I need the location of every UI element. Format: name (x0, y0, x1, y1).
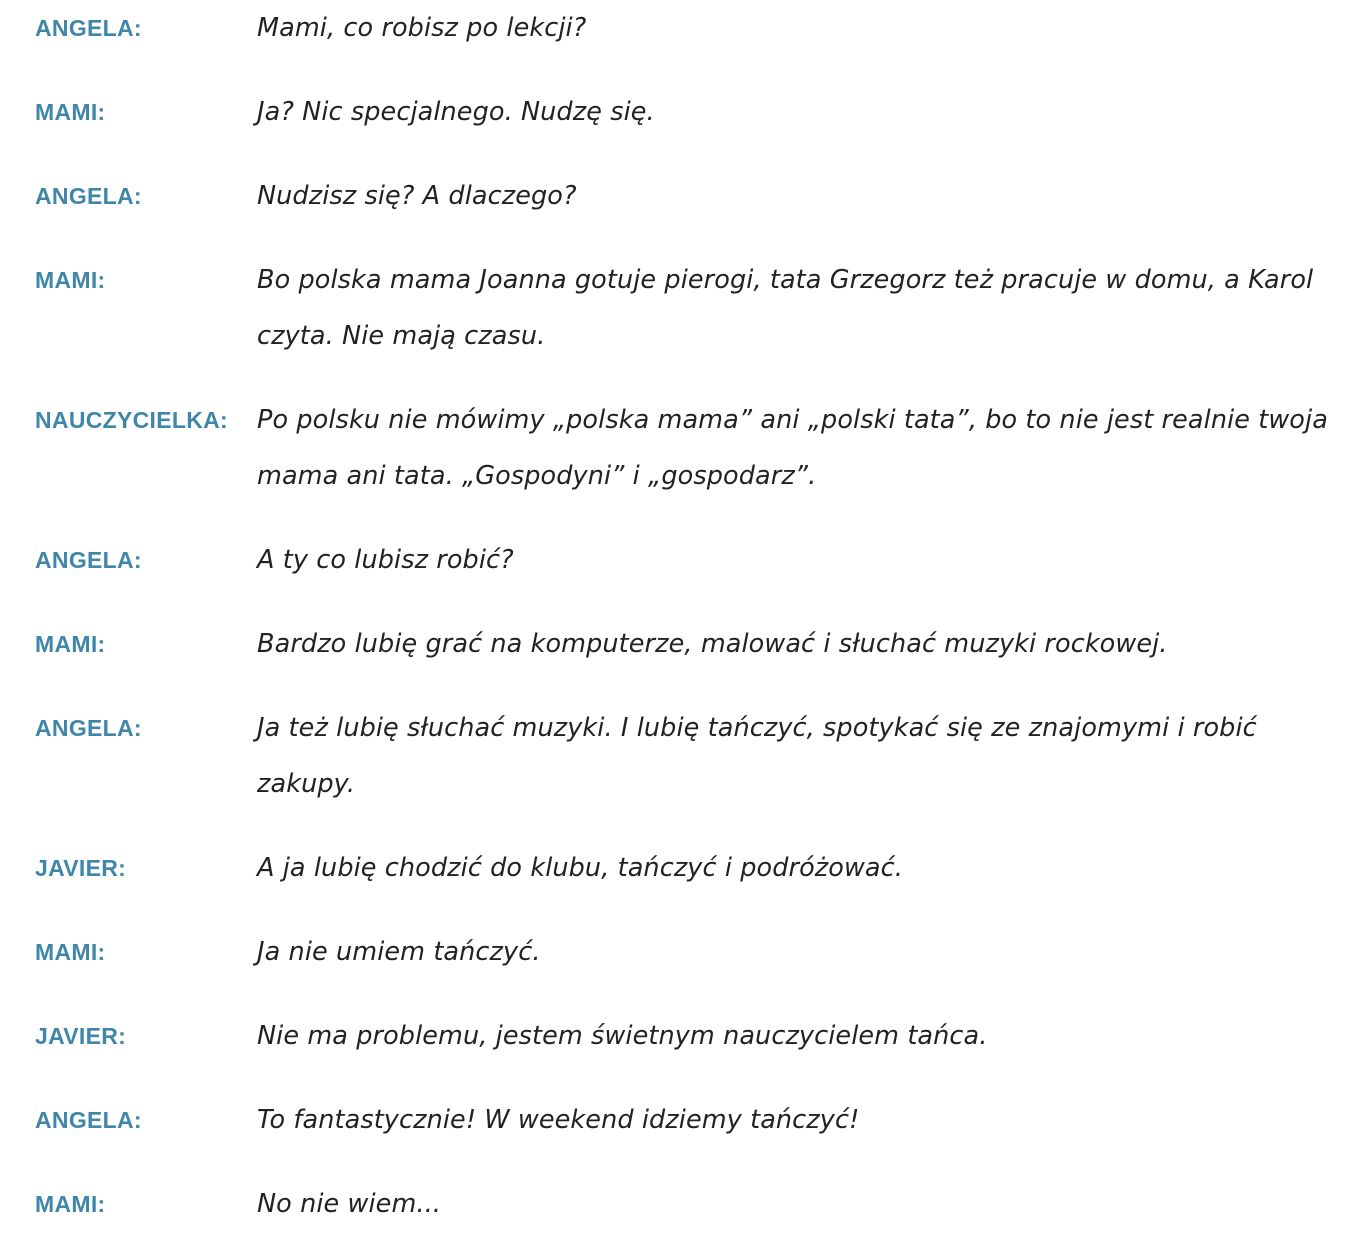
dialogue-text: Ja też lubię słuchać muzyki. I lubię tańczyć, spotykać się ze znajomymi i robić zakupy. (257, 713, 1257, 799)
dialogue-line (35, 1008, 1335, 1064)
speaker-name: MAMI: (35, 99, 106, 125)
dialogue-line (35, 532, 1335, 588)
dialogue-line (35, 84, 1335, 140)
speaker-name: JAVIER: (35, 855, 127, 881)
speaker-name: ANGELA: (35, 1107, 142, 1133)
dialogue-line (35, 0, 1335, 56)
dialogue-line (35, 1176, 1335, 1232)
dialogue-line (35, 616, 1335, 672)
dialogue-text: Po polsku nie mówimy „polska mama” ani „polski tata”, bo to nie jest realnie twoja mama ani tata. „Gospodyni” i „gospodarz”. (257, 405, 1328, 491)
dialogue-line (35, 252, 1335, 364)
speaker-name: ANGELA: (35, 183, 142, 209)
dialogue-text: Nudzisz się? A dlaczego? (257, 181, 577, 211)
speaker-name: ANGELA: (35, 15, 142, 41)
dialogue-line (35, 168, 1335, 224)
dialogue-text: A ja lubię chodzić do klubu, tańczyć i podróżować. (257, 853, 903, 883)
speaker-name: MAMI: (35, 939, 106, 965)
dialogue-line (35, 840, 1335, 896)
dialogue-line (35, 392, 1335, 504)
dialogue-line (35, 700, 1335, 812)
dialogue-text: To fantastycznie! W weekend idziemy tańczyć! (257, 1105, 860, 1135)
dialogue-text: No nie wiem... (257, 1189, 442, 1219)
dialogue-text: Ja? Nic specjalnego. Nudzę się. (257, 97, 655, 127)
speaker-name: JAVIER: (35, 1023, 127, 1049)
dialogue-text: A ty co lubisz robić? (257, 545, 514, 575)
dialogue-text: Bardzo lubię grać na komputerze, malować i słuchać muzyki rockowej. (257, 629, 1168, 659)
dialogue-text: Mami, co robisz po lekcji? (257, 13, 587, 43)
speaker-name: MAMI: (35, 631, 106, 657)
dialogue-text: Ja nie umiem tańczyć. (257, 937, 541, 967)
speaker-name: MAMI: (35, 1191, 106, 1217)
speaker-name: ANGELA: (35, 547, 142, 573)
dialogue-line (35, 924, 1335, 980)
speaker-name: NAUCZYCIELKA: (35, 407, 228, 433)
speaker-name: MAMI: (35, 267, 106, 293)
dialogue-line (35, 1092, 1335, 1148)
dialogue-text: Nie ma problemu, jestem świetnym nauczycielem tańca. (257, 1021, 988, 1051)
dialogue-text: Bo polska mama Joanna gotuje pierogi, tata Grzegorz też pracuje w domu, a Karol czyta. Nie mają czasu. (257, 265, 1314, 351)
speaker-name: ANGELA: (35, 715, 142, 741)
dialogue-transcript (35, 0, 1335, 1232)
